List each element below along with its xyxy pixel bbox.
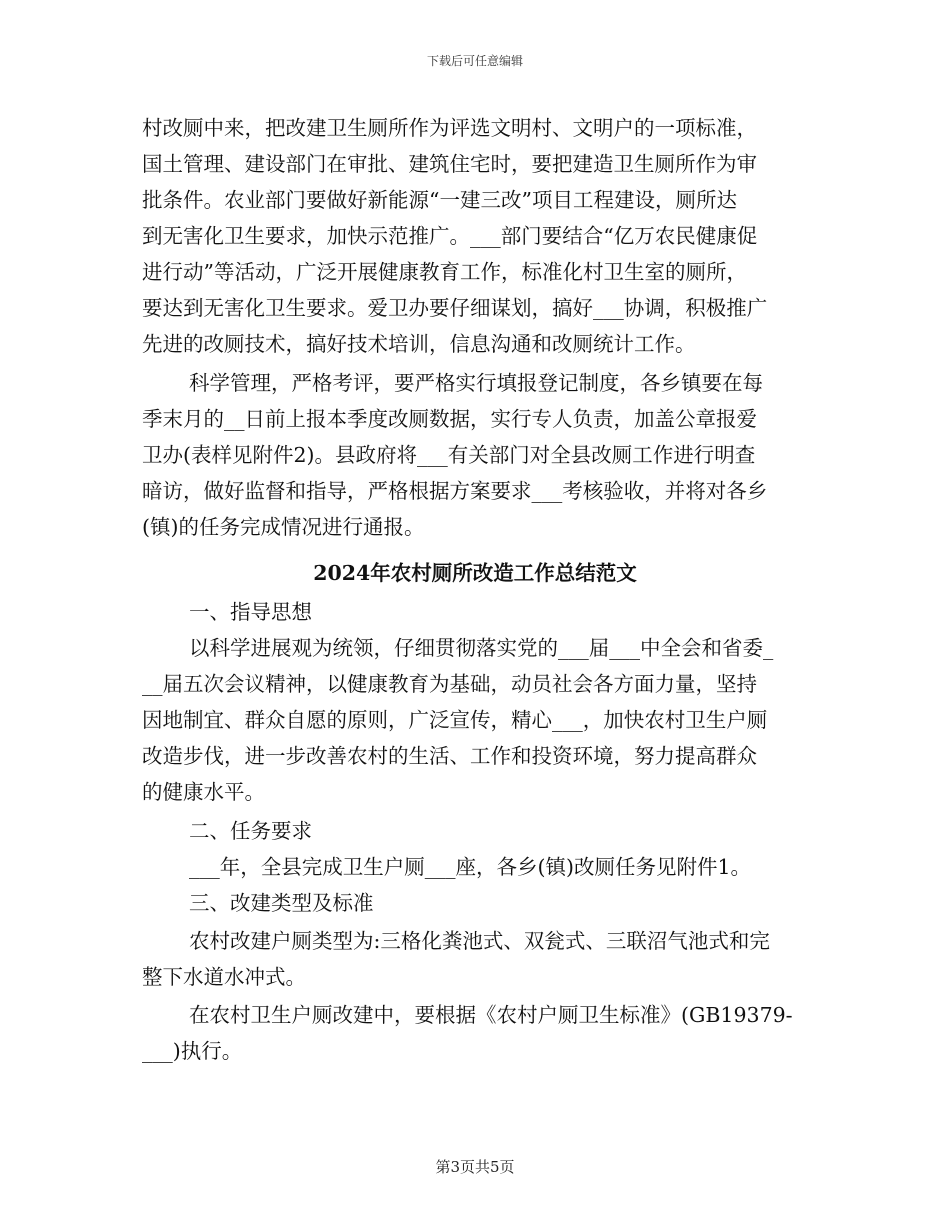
- body-line: 国土管理、建设部门在审批、建筑住宅时，要把建造卫生厕所作为审: [142, 152, 757, 176]
- heading-line: 二、任务要求: [189, 819, 312, 843]
- body-line: 改造步伐，进一步改善农村的生活、工作和投资环境，努力提高群众: [142, 744, 757, 768]
- page-footer: 第3页共5页: [435, 1158, 515, 1176]
- section-title: 2024年农村厕所改造工作总结范文: [313, 561, 637, 585]
- body-line: 农村改建户厕类型为:三格化粪池式、双瓮式、三联沼气池式和完: [189, 929, 770, 953]
- body-line: 以科学进展观为统领，仔细贯彻落实党的___届___中全会和省委_: [189, 636, 774, 660]
- heading-line: 一、指导思想: [189, 600, 312, 624]
- body-line: 季末月的__日前上报本季度改厕数据，实行专人负责，加盖公章报爱: [142, 407, 757, 431]
- body-line: 批条件。农业部门要做好新能源“一建三改”项目工程建设，厕所达: [142, 188, 737, 212]
- body-line: 卫办(表样见附件2)。县政府将___有关部门对全县改厕工作进行明查: [142, 443, 756, 467]
- body-line: (镇)的任务完成情况进行通报。: [142, 515, 425, 539]
- body-line: ___)执行。: [142, 1039, 243, 1063]
- page-header: 下载后可任意编辑: [426, 54, 523, 68]
- body-line: ___年，全县完成卫生户厕___座，各乡(镇)改厕任务见附件1。: [189, 855, 752, 879]
- body-line: 要达到无害化卫生要求。爱卫办要仔细谋划，搞好___协调，积极推广: [142, 296, 768, 320]
- heading-line: 三、改建类型及标准: [189, 891, 374, 915]
- body-line: 暗访，做好监督和指导，严格根据方案要求___考核验收，并将对各乡: [142, 479, 768, 503]
- body-line: 在农村卫生户厕改建中，要根据《农村户厕卫生标准》(GB19379-: [189, 1003, 793, 1027]
- body-line: 到无害化卫生要求，加快示范推广。___部门要结合“亿万农民健康促: [142, 224, 758, 248]
- body-line: 因地制宜、群众自愿的原则，广泛宣传，精心___，加快农村卫生户厕: [142, 708, 768, 732]
- body-line: 村改厕中来，把改建卫生厕所作为评选文明村、文明户的一项标准，: [142, 116, 757, 140]
- body-line: 的健康水平。: [142, 780, 265, 804]
- body-line: 整下水道水冲式。: [142, 965, 306, 989]
- body-line: 先进的改厕技术，搞好技术培训，信息沟通和改厕统计工作。: [142, 332, 696, 356]
- body-line: 进行动”等活动，广泛开展健康教育工作，标准化村卫生室的厕所，: [142, 260, 747, 284]
- body-line: __届五次会议精神，以健康教育为基础，动员社会各方面力量，坚持: [142, 672, 757, 696]
- body-line: 科学管理，严格考评，要严格实行填报登记制度，各乡镇要在每: [189, 371, 763, 395]
